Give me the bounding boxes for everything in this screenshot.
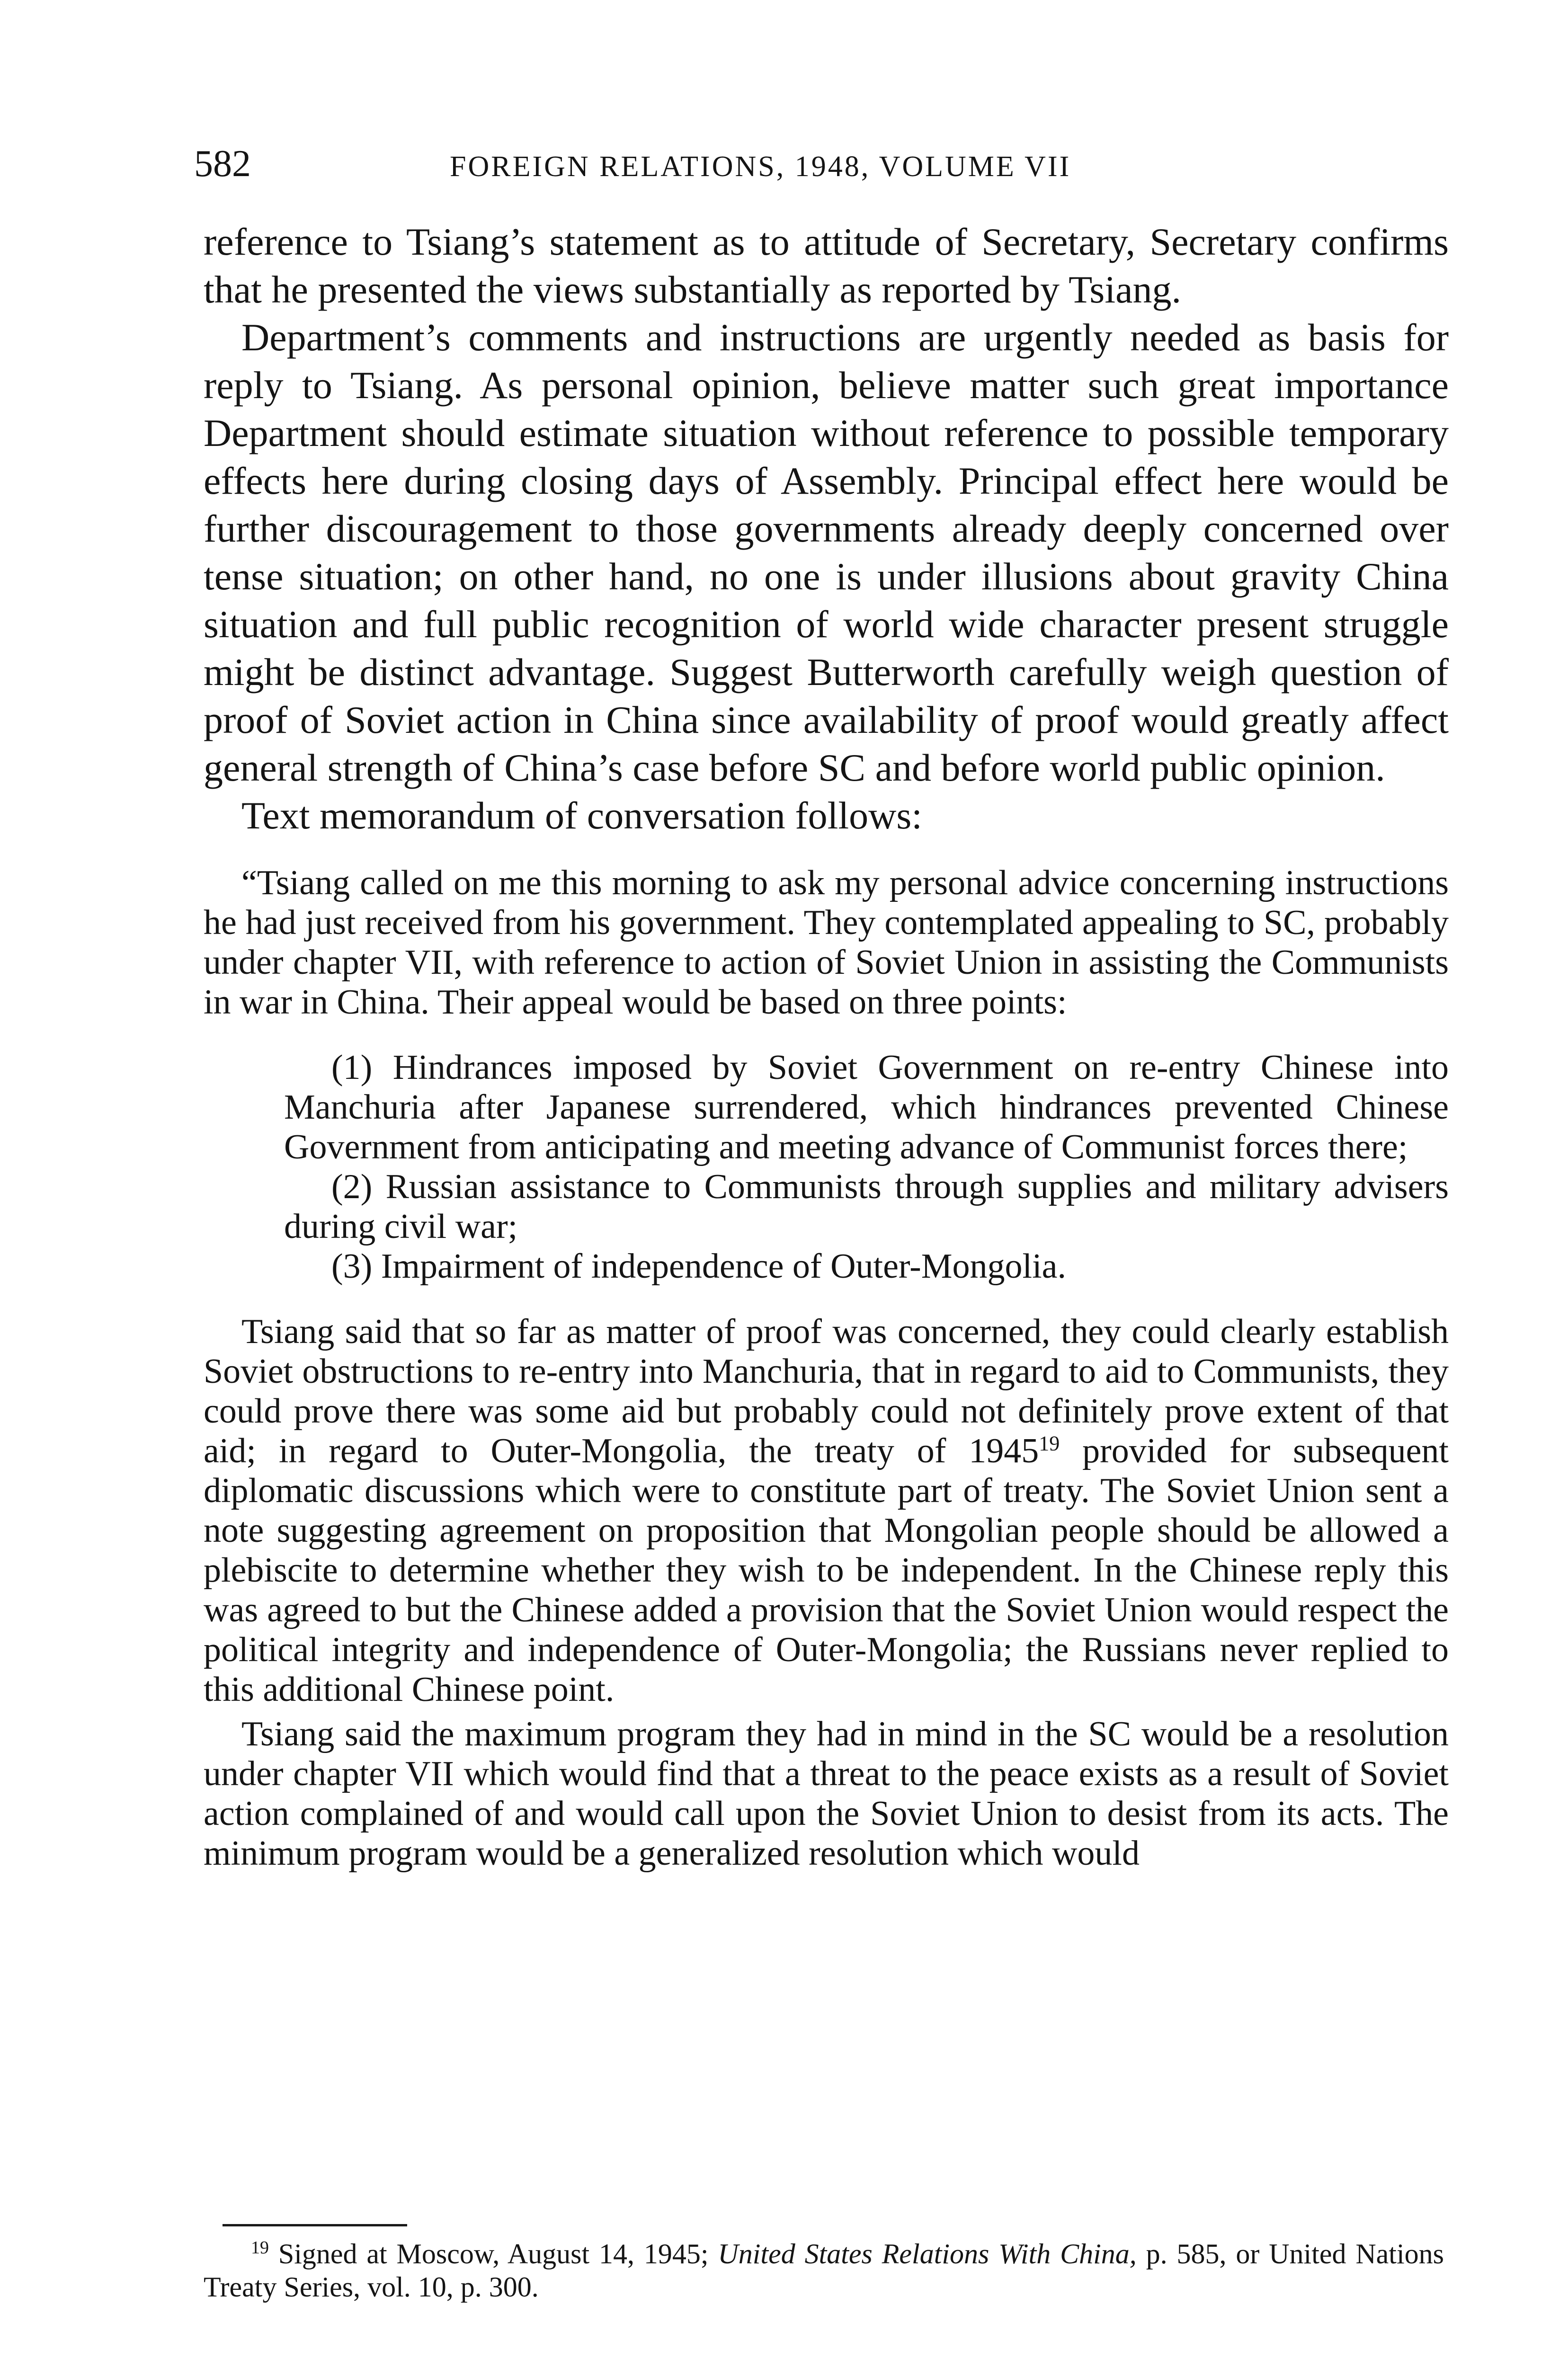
footnote-text-part-2: p. 585, or United Nations Treaty Series, vol. 10, p. 300.	[204, 2238, 1444, 2303]
point-item-3: (3) Impairment of independence of Outer-Mongolia.	[331, 1247, 1066, 1286]
running-title: FOREIGN RELATIONS, 1948, VOLUME VII	[450, 151, 1071, 183]
footnote-text-part-1: Signed at Moscow, August 14, 1945;	[269, 2238, 718, 2269]
running-head	[194, 140, 1449, 187]
footnote-citation-title: United States Relations With China,	[718, 2238, 1137, 2269]
points-list	[284, 1048, 1449, 1286]
footnote-mark: 19	[251, 2238, 269, 2258]
page-number: 582	[194, 143, 251, 185]
footnote-divider	[223, 2224, 407, 2226]
memorandum-quote	[204, 863, 1449, 1873]
body-text	[204, 218, 1449, 1873]
paragraph-department-comments: Department’s comments and instructions are urgently needed as basis for reply to Tsiang. As personal opinion, believe matter such great importance Department should estimate situation without reference to possible temporary effects here during closing days of Assembly. Principal effect here would be further discouragement to those governments already deeply concerned over tense situation; on other hand, no one is under illusions about gravity China situation and full public recognition of world wide character present struggle might be distinct advantage. Suggest Butterworth carefully weigh question of proof of Soviet action in China since availability of proof would greatly affect general strength of China’s case before SC and before world public opinion.	[204, 316, 1449, 789]
proof-text-part-2: provided for subsequent diplomatic discussions which were to constitute part of treaty. The Soviet Union sent a note suggesting agreement on proposition that Mongolian people should be allowed a plebiscite to determine whether they wish to be independent. In the Chinese reply this was agreed to but the Chinese added a provision that the Soviet Union would respect the political integrity and independence of Outer-Mongolia; the Russians never replied to this additional Chinese point.	[204, 1432, 1449, 1709]
memorandum-program-paragraph: Tsiang said the maximum program they had in mind in the SC would be a resolution under chapter VII which would find that a threat to the peace exists as a result of Soviet action complained of and would call upon the Soviet Union to desist from its acts. The minimum program would be a generalized resolution which would	[204, 1715, 1449, 1873]
footnote	[204, 2237, 1444, 2304]
proof-text-part-1: Tsiang said that so far as matter of proof was concerned, they could clearly establish Soviet obstructions to re-entry into Manchuria, that in regard to aid to Communists, they could prove there was some aid but probably could not definitely prove extent of that aid; in regard to Outer-Mongolia, the treaty of 1945	[204, 1312, 1449, 1470]
point-item-1: (1) Hindrances imposed by Soviet Government on re-entry Chinese into Manchuria after Japanese surrendered, which hindrances prevented Chinese Government from anticipating and meeting advance of Communist forces there;	[284, 1048, 1449, 1166]
memorandum-proof-paragraph	[204, 1312, 1449, 1709]
point-item-2: (2) Russian assistance to Communists through supplies and military advisers during civil war;	[284, 1167, 1449, 1246]
footnote-reference: 19	[1039, 1432, 1060, 1455]
memorandum-opening: “Tsiang called on me this morning to ask my personal advice concerning instructions he had just received from his government. They contemplated appealing to SC, probably under chapter VII, with reference to action of Soviet Union in assisting the Communists in war in China. Their appeal would be based on three points:	[204, 863, 1449, 1022]
paragraph-continuation: reference to Tsiang’s statement as to attitude of Secretary, Secretary confirms that he presented the views substantially as reported by Tsiang.	[204, 220, 1449, 311]
paragraph-memorandum-intro: Text memorandum of conversation follows:	[241, 794, 923, 837]
